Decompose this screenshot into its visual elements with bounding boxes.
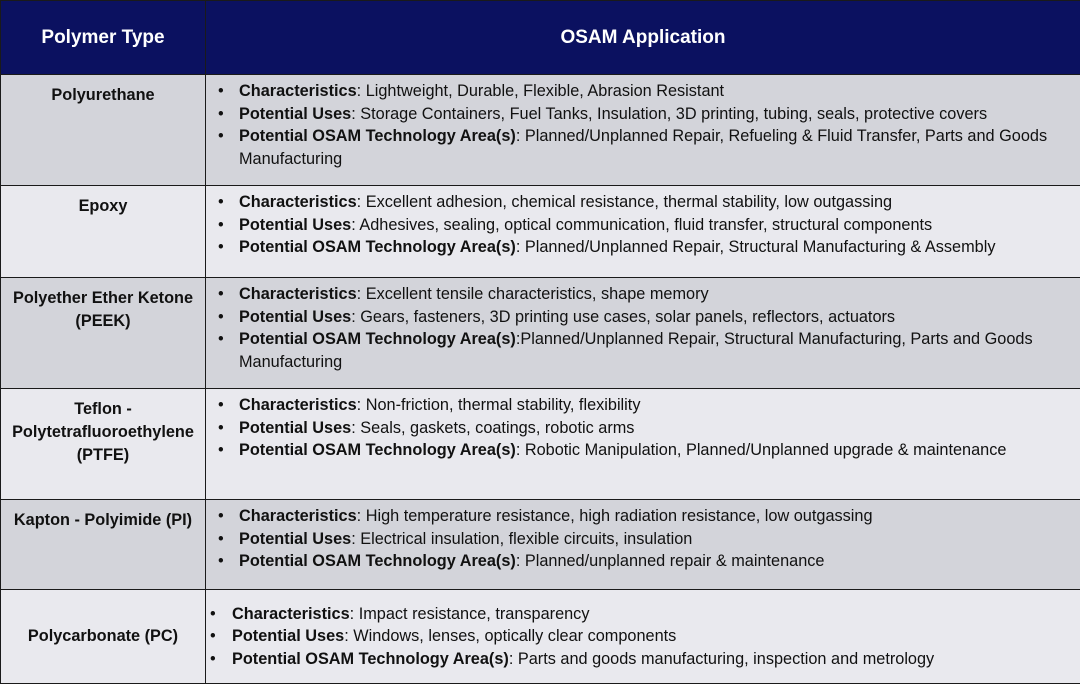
characteristics-label: Characteristics	[239, 193, 357, 211]
list-item	[218, 214, 1070, 237]
area-label: Potential OSAM Technology Area(s)	[239, 330, 516, 348]
osam-application-cell	[206, 278, 1080, 389]
application-list	[218, 505, 1070, 573]
area-label: Potential OSAM Technology Area(s)	[239, 552, 516, 570]
list-item	[210, 625, 1070, 648]
table-row	[1, 75, 1080, 186]
table-row	[1, 186, 1080, 278]
header-osam-application: OSAM Application	[206, 1, 1080, 75]
uses-label: Potential Uses	[239, 530, 351, 548]
uses-text: : Electrical insulation, flexible circuits, insulation	[351, 530, 692, 548]
application-list	[218, 80, 1070, 170]
uses-text: : Gears, fasteners, 3D printing use cases, solar panels, reflectors, actuators	[351, 308, 895, 326]
characteristics-label: Characteristics	[239, 82, 357, 100]
area-label: Potential OSAM Technology Area(s)	[239, 441, 516, 459]
uses-label: Potential Uses	[239, 419, 351, 437]
uses-text: : Windows, lenses, optically clear components	[344, 627, 676, 645]
area-text: : Parts and goods manufacturing, inspection and metrology	[509, 650, 934, 668]
characteristics-text: : Non-friction, thermal stability, flexibility	[357, 396, 641, 414]
area-label: Potential OSAM Technology Area(s)	[239, 127, 516, 145]
characteristics-label: Characteristics	[239, 507, 357, 525]
polymer-type-cell: Teflon - Polytetrafluoroethylene (PTFE)	[1, 389, 206, 500]
uses-label: Potential Uses	[239, 105, 351, 123]
area-text: : Planned/Unplanned Repair, Structural Manufacturing & Assembly	[516, 238, 996, 256]
characteristics-text: : High temperature resistance, high radiation resistance, low outgassing	[357, 507, 873, 525]
list-item	[218, 236, 1070, 259]
area-label: Potential OSAM Technology Area(s)	[239, 238, 516, 256]
list-item	[218, 417, 1070, 440]
osam-application-cell	[206, 590, 1080, 684]
list-item	[218, 306, 1070, 329]
osam-application-cell	[206, 75, 1080, 186]
osam-application-cell	[206, 389, 1080, 500]
application-list	[218, 394, 1070, 462]
uses-label: Potential Uses	[232, 627, 344, 645]
characteristics-text: : Lightweight, Durable, Flexible, Abrasion Resistant	[357, 82, 724, 100]
polymer-type-cell: Polycarbonate (PC)	[1, 590, 206, 684]
list-item	[218, 80, 1070, 103]
area-text: : Planned/unplanned repair & maintenance	[516, 552, 825, 570]
list-item	[218, 283, 1070, 306]
uses-label: Potential Uses	[239, 216, 351, 234]
list-item	[218, 439, 1070, 462]
list-item	[218, 125, 1070, 170]
application-list	[210, 603, 1070, 671]
header-row	[1, 1, 1080, 75]
table-row	[1, 278, 1080, 389]
uses-text: : Storage Containers, Fuel Tanks, Insulation, 3D printing, tubing, seals, protective covers	[351, 105, 987, 123]
characteristics-text: : Excellent tensile characteristics, shape memory	[357, 285, 709, 303]
header-polymer-type: Polymer Type	[1, 1, 206, 75]
application-list	[218, 191, 1070, 259]
polymer-type-cell: Epoxy	[1, 186, 206, 278]
table-row	[1, 590, 1080, 684]
list-item	[218, 505, 1070, 528]
characteristics-label: Characteristics	[239, 396, 357, 414]
uses-text: : Adhesives, sealing, optical communication, fluid transfer, structural components	[351, 216, 932, 234]
polymer-type-cell: Polyurethane	[1, 75, 206, 186]
list-item	[218, 528, 1070, 551]
polymer-type-cell: Polyether Ether Ketone (PEEK)	[1, 278, 206, 389]
table-row	[1, 500, 1080, 590]
area-text: : Planned/Unplanned Repair, Refueling & Fluid Transfer, Parts and Goods Manufacturing	[239, 127, 1047, 168]
area-text: :Planned/Unplanned Repair, Structural Manufacturing, Parts and Goods Manufacturing	[239, 330, 1033, 371]
uses-label: Potential Uses	[239, 308, 351, 326]
list-item	[218, 328, 1070, 373]
list-item	[218, 394, 1070, 417]
characteristics-text: : Impact resistance, transparency	[350, 605, 590, 623]
osam-application-cell	[206, 186, 1080, 278]
list-item	[218, 191, 1070, 214]
characteristics-text: : Excellent adhesion, chemical resistance, thermal stability, low outgassing	[357, 193, 892, 211]
list-item	[218, 103, 1070, 126]
osam-application-cell	[206, 500, 1080, 590]
table-row	[1, 389, 1080, 500]
list-item	[210, 603, 1070, 626]
polymer-type-cell: Kapton - Polyimide (PI)	[1, 500, 206, 590]
list-item	[218, 550, 1070, 573]
list-item	[210, 648, 1070, 671]
application-list	[218, 283, 1070, 373]
uses-text: : Seals, gaskets, coatings, robotic arms	[351, 419, 634, 437]
area-label: Potential OSAM Technology Area(s)	[232, 650, 509, 668]
area-text: : Robotic Manipulation, Planned/Unplanned upgrade & maintenance	[516, 441, 1007, 459]
characteristics-label: Characteristics	[239, 285, 357, 303]
characteristics-label: Characteristics	[232, 605, 350, 623]
